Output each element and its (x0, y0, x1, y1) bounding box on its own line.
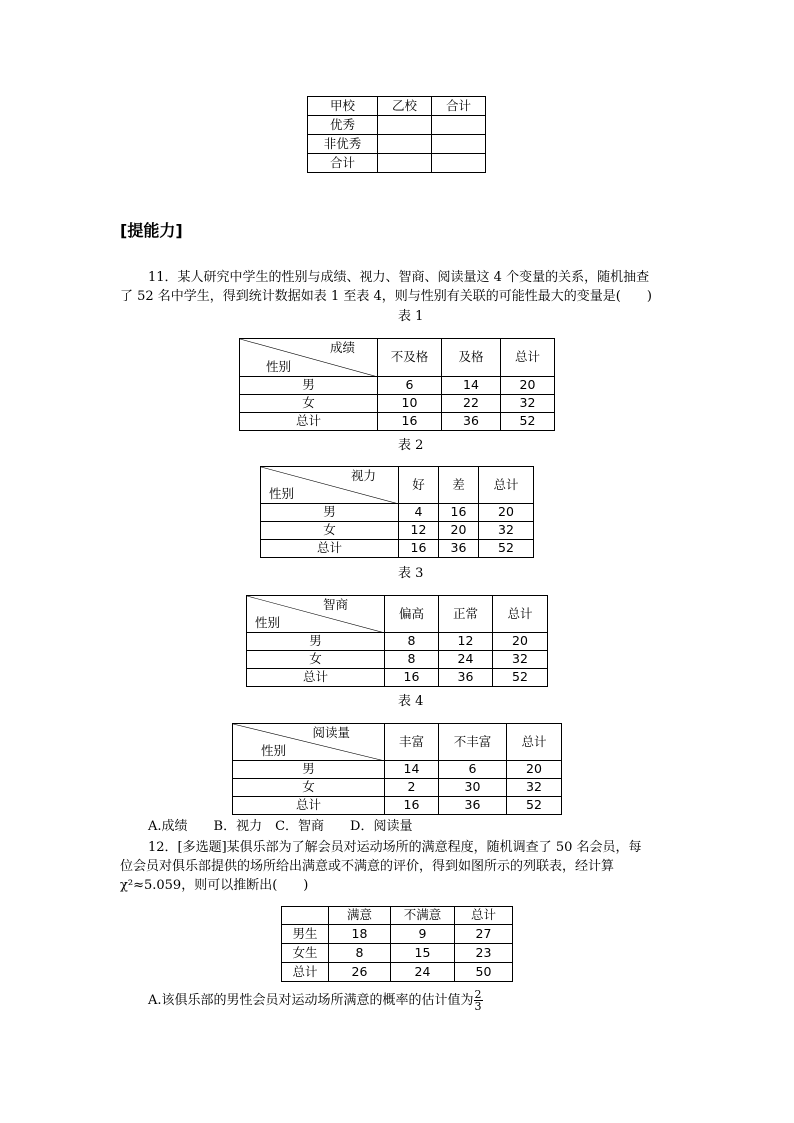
diagonal-header-cell (240, 339, 378, 377)
row-label: 男 (233, 761, 385, 779)
table-cell: 8 (329, 944, 391, 963)
row-label: 总计 (247, 669, 385, 687)
header-cell: 不满意 (391, 907, 455, 925)
row-label: 男 (240, 377, 378, 395)
row-label: 性别 (266, 358, 292, 374)
table-cell (432, 135, 486, 154)
row-label: 女 (240, 395, 378, 413)
table-cell: 36 (439, 669, 493, 687)
header-cell: 不丰富 (439, 724, 507, 761)
table-cell: 26 (329, 963, 391, 982)
diagonal-stroke (233, 724, 385, 761)
table-cell: 14 (442, 377, 501, 395)
header-cell: 乙校 (378, 97, 432, 116)
row-label: 非优秀 (308, 135, 378, 154)
diagonal-header-cell (247, 596, 385, 633)
header-cell: 满意 (329, 907, 391, 925)
row-label: 性别 (269, 485, 295, 501)
row-label: 男 (247, 633, 385, 651)
row-label: 总计 (261, 540, 399, 558)
table-cell: 4 (399, 504, 439, 522)
row-label: 总计 (240, 413, 378, 431)
table-cell: 32 (501, 395, 555, 413)
table-cell: 14 (385, 761, 439, 779)
table-cell: 16 (439, 504, 479, 522)
table-cell: 52 (507, 797, 562, 815)
table-cell: 52 (479, 540, 534, 558)
diagonal-header-cell (261, 467, 399, 504)
table-cell: 20 (507, 761, 562, 779)
q12-text-line2: 位会员对俱乐部提供的场所给出满意或不满意的评价，得到如图所示的列联表，经计算 (120, 859, 615, 874)
table2 (260, 466, 534, 558)
table-cell: 24 (439, 651, 493, 669)
table-cell: 16 (385, 669, 439, 687)
header-cell: 甲校 (308, 97, 378, 116)
table-cell: 32 (493, 651, 548, 669)
header-cell: 丰富 (385, 724, 439, 761)
fraction-numerator: 2 (474, 988, 482, 1001)
table-cell: 27 (455, 925, 513, 944)
corner-cell (282, 907, 329, 925)
table-cell: 24 (391, 963, 455, 982)
col-label: 智商 (322, 597, 348, 612)
row-label: 优秀 (308, 116, 378, 135)
q11-text-line1: 11．某人研究中学生的性别与成绩、视力、智商、阅读量这 4 个变量的关系，随机抽查 (148, 270, 650, 285)
col-label: 视力 (350, 468, 376, 483)
table-cell: 10 (378, 395, 442, 413)
header-cell: 总计 (455, 907, 513, 925)
table1 (239, 338, 555, 431)
fraction (474, 989, 483, 1012)
header-cell: 好 (399, 467, 439, 504)
diagonal-header-cell (233, 724, 385, 761)
table-cell: 9 (391, 925, 455, 944)
table-cell: 36 (442, 413, 501, 431)
header-cell: 总计 (507, 724, 562, 761)
table-cell: 36 (439, 797, 507, 815)
row-label: 总计 (233, 797, 385, 815)
table-cell (378, 116, 432, 135)
header-cell: 合计 (432, 97, 486, 116)
table-cell: 2 (385, 779, 439, 797)
q12-text-line1: 12．[多选题]某俱乐部为了解会员对运动场所的满意程度，随机调查了 50 名会员，每 (148, 840, 642, 855)
fraction-denominator: 3 (474, 1000, 482, 1013)
row-label: 男生 (282, 925, 329, 944)
q12-option-a-text: A.该俱乐部的男性会员对运动场所满意的概率的估计值为 (148, 993, 474, 1008)
table-cell: 22 (442, 395, 501, 413)
q12-text-line3: χ²≈5.059，则可以推断出( ) (120, 878, 309, 893)
table-cell: 12 (439, 633, 493, 651)
section-heading: [提能力] (120, 221, 183, 240)
table-cell: 6 (439, 761, 507, 779)
table-cell: 30 (439, 779, 507, 797)
table-cell: 16 (378, 413, 442, 431)
row-label: 性别 (261, 742, 287, 758)
table3-caption: 表 3 (398, 566, 424, 581)
row-label: 女 (233, 779, 385, 797)
q11-options: A.成绩 B．视力 C．智商 D．阅读量 (148, 819, 413, 834)
header-cell: 总计 (493, 596, 548, 633)
row-label: 女 (247, 651, 385, 669)
school-table (307, 96, 486, 173)
table4-caption: 表 4 (398, 694, 424, 709)
header-cell: 总计 (479, 467, 534, 504)
table-cell: 52 (493, 669, 548, 687)
row-label: 女 (261, 522, 399, 540)
diagonal-stroke (240, 339, 378, 377)
col-label: 成绩 (329, 340, 355, 355)
q12-option-a (148, 988, 483, 1014)
table-cell: 50 (455, 963, 513, 982)
row-label: 男 (261, 504, 399, 522)
table-cell: 15 (391, 944, 455, 963)
table-cell: 16 (399, 540, 439, 558)
q12-table (281, 906, 513, 982)
table-cell: 36 (439, 540, 479, 558)
row-label: 性别 (255, 614, 281, 630)
table1-caption: 表 1 (398, 309, 424, 324)
col-label: 阅读量 (312, 725, 350, 740)
table-cell: 12 (399, 522, 439, 540)
table-cell (378, 135, 432, 154)
header-cell: 差 (439, 467, 479, 504)
table-cell: 8 (385, 633, 439, 651)
table-cell (378, 154, 432, 173)
table-cell: 20 (479, 504, 534, 522)
table-cell: 8 (385, 651, 439, 669)
table4 (232, 723, 562, 815)
header-cell: 正常 (439, 596, 493, 633)
header-cell: 偏高 (385, 596, 439, 633)
table-cell: 20 (493, 633, 548, 651)
table-cell: 20 (501, 377, 555, 395)
table-cell: 52 (501, 413, 555, 431)
table-cell: 32 (479, 522, 534, 540)
table2-caption: 表 2 (398, 438, 424, 453)
table-cell (432, 154, 486, 173)
diagonal-line (240, 339, 378, 377)
diagonal-line (233, 724, 385, 761)
table-cell: 32 (507, 779, 562, 797)
header-cell: 及格 (442, 339, 501, 377)
table-cell: 16 (385, 797, 439, 815)
table-cell: 20 (439, 522, 479, 540)
table-cell: 23 (455, 944, 513, 963)
table-cell: 18 (329, 925, 391, 944)
header-cell: 不及格 (378, 339, 442, 377)
row-label: 合计 (308, 154, 378, 173)
table-cell: 6 (378, 377, 442, 395)
header-cell: 总计 (501, 339, 555, 377)
row-label: 总计 (282, 963, 329, 982)
table-cell (432, 116, 486, 135)
q11-text-line2: 了 52 名中学生，得到统计数据如表 1 至表 4，则与性别有关联的可能性最大的变量是( ) (120, 289, 652, 304)
row-label: 女生 (282, 944, 329, 963)
table3 (246, 595, 548, 687)
